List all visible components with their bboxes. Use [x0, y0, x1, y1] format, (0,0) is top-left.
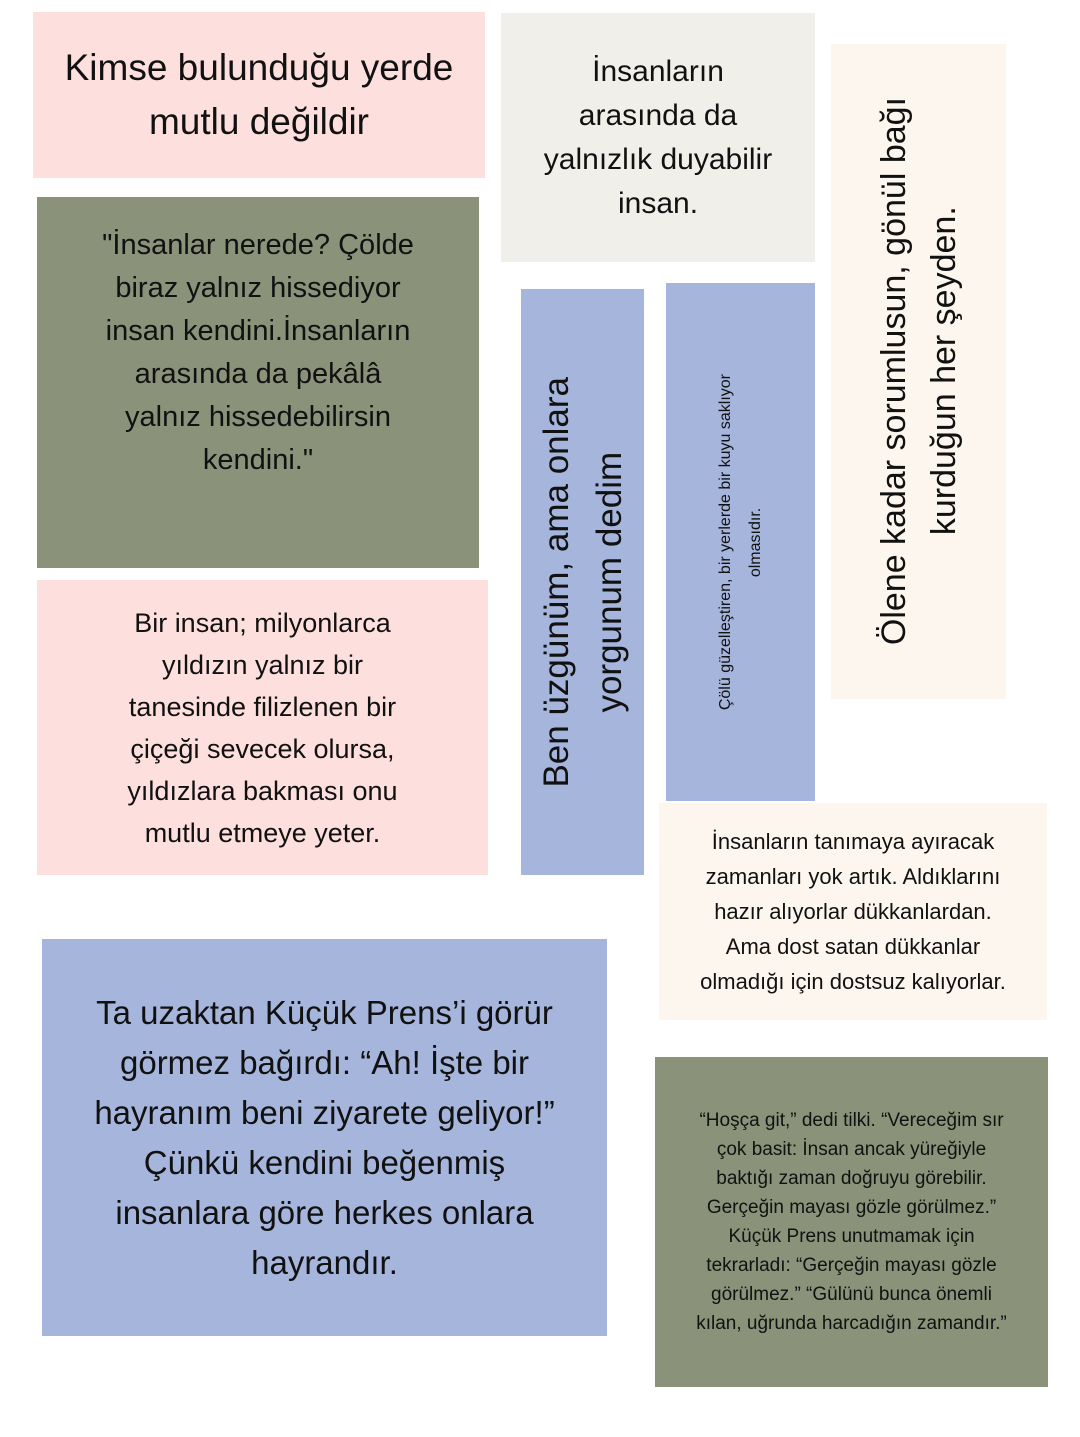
- quote-text: Bir insan; milyonlarca yıldızın yalnız bir tanesinde filizlenen bir çiçeği sevecek olursa, yıldızlara bakması onu mutlu etmeye yeter.: [127, 607, 398, 848]
- quote-text: "İnsanlar nerede? Çölde biraz yalnız hissediyor insan kendini.İnsanların arasında da pekâlâ yalnız hissedebilirsin kendini.": [102, 228, 414, 476]
- quote-card-2: [501, 13, 815, 262]
- quote-card-10: [655, 1057, 1048, 1387]
- quote-card-8: [659, 803, 1047, 1020]
- quote-text: İnsanların arasında da yalnızlık duyabilir insan.: [543, 54, 773, 220]
- quote-card-3-vertical: [831, 44, 1006, 699]
- quote-card-4: [37, 197, 479, 568]
- quote-text: Ölene kadar sorumlusun, gönül bağı kurduğun her şeyden.: [874, 97, 963, 646]
- quote-text: Ben üzgünüm, ama onlara yorgunum dedim: [536, 376, 629, 788]
- quote-text: Kimse bulunduğu yerde mutlu değildir: [64, 47, 454, 142]
- quote-card-1: [33, 12, 485, 178]
- quote-text: Çölü güzelleştiren, bir yerlerde bir kuyu saklıyor olmasıdır.: [716, 373, 764, 711]
- quote-text: İnsanların tanımaya ayıracak zamanları yok artık. Aldıklarını hazır alıyorlar dükkanlardan. Ama dost satan dükkanlar olmadığı için dostsuz kalıyorlar.: [700, 829, 1006, 994]
- quote-card-6-vertical: [666, 283, 815, 801]
- quote-text: “Hoşça git,” dedi tilki. “Vereceğim sır çok basit: İnsan ancak yüreğiyle baktığı zaman doğruyu görebilir. Gerçeğin mayası gözle görülmez.” Küçük Prens unutmamak için tekrarladı: “Gerçeğin mayası gözle görülmez.” “Gülünü bunca önemli kılan, uğrunda harcadığın zamandır.”: [696, 1110, 1007, 1334]
- quote-card-7: [37, 580, 488, 875]
- quote-text: Ta uzaktan Küçük Prens’i görür görmez bağırdı: “Ah! İşte bir hayranım beni ziyarete geliyor!” Çünkü kendini beğenmiş insanlara göre herkes onlara hayrandır.: [94, 993, 555, 1281]
- quote-card-5-vertical: [521, 289, 644, 875]
- quote-card-9: [42, 939, 607, 1336]
